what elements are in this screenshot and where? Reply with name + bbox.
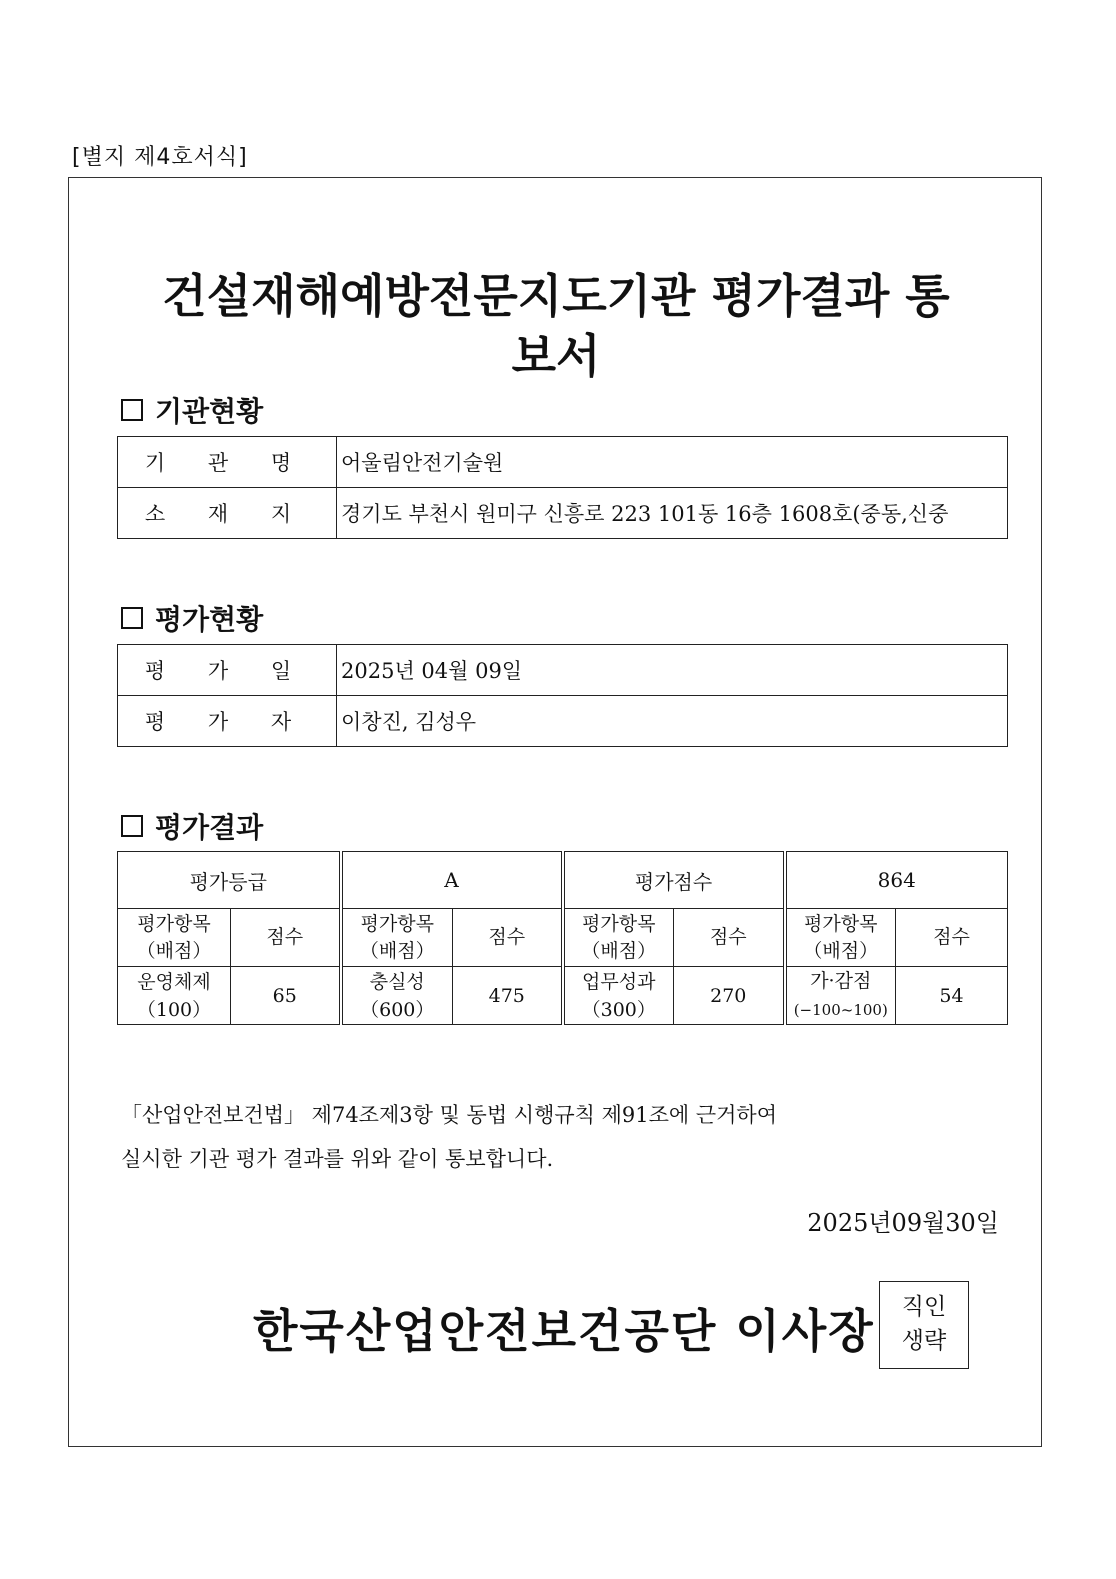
item-name: 운영체제 — [137, 970, 211, 993]
item-name: 충실성 — [369, 970, 425, 993]
item-max: (−100~100) — [793, 1001, 888, 1019]
score-value: 864 — [785, 852, 1008, 909]
score-header-cell: 점수 — [231, 909, 341, 967]
document-title — [69, 266, 1043, 386]
item-max: （600） — [360, 998, 435, 1021]
issue-date: 2025년09월30일 — [807, 1209, 999, 1237]
section-institution-heading — [121, 390, 263, 430]
score-label: 평가점수 — [563, 852, 785, 909]
item-name: 업무성과 — [582, 970, 656, 993]
evaluation-date-label: 평 가 일 — [118, 645, 337, 696]
grade-value: A — [341, 852, 563, 909]
evaluation-date-value: 2025년 04월 09일 — [337, 645, 1008, 696]
institution-table — [117, 436, 1008, 539]
title-line-1: 건설재해예방전문지도기관 평가결과 통 — [162, 269, 950, 323]
section-title: 평가결과 — [155, 811, 264, 844]
table-row — [118, 437, 1008, 488]
table-row — [118, 696, 1008, 747]
document-frame — [68, 177, 1042, 1447]
notice-line-2: 실시한 기관 평가 결과를 위와 같이 통보합니다. — [121, 1147, 554, 1171]
notice-line-1: 「산업안전보건법」 제74조제3항 및 동법 시행규칙 제91조에 근거하여 — [121, 1103, 778, 1127]
form-number-label: [별지 제4호서식] — [72, 145, 248, 170]
item-score-operation: 65 — [231, 967, 341, 1025]
item-name: 가·감점 — [810, 970, 872, 992]
evaluator-value: 이창진, 김성우 — [337, 696, 1008, 747]
item-header-cell — [785, 909, 896, 967]
item-header-sub: （배점） — [359, 939, 435, 962]
item-score-performance: 270 — [674, 967, 785, 1025]
item-header-text: 평가항목 — [582, 912, 656, 935]
institution-name-value: 어울림안전기술원 — [337, 437, 1008, 488]
score-header-cell: 점수 — [896, 909, 1008, 967]
item-header-sub: （배점） — [581, 939, 657, 962]
item-header-text: 평가항목 — [137, 912, 211, 935]
table-row — [118, 967, 1008, 1025]
checkbox-square-icon — [121, 607, 143, 629]
evaluator-label: 평 가 자 — [118, 696, 337, 747]
institution-name-label: 기 관 명 — [118, 437, 337, 488]
section-result-heading — [121, 806, 263, 846]
item-header-sub: （배점） — [136, 939, 212, 962]
item-header-text: 평가항목 — [804, 912, 878, 935]
section-title: 평가현황 — [155, 603, 264, 636]
item-header-cell — [118, 909, 231, 967]
item-header-cell — [563, 909, 674, 967]
address-label: 소 재 지 — [118, 488, 337, 539]
checkbox-square-icon — [121, 399, 143, 421]
title-line-2: 보서 — [511, 329, 601, 383]
seal-line-2: 생략 — [901, 1328, 947, 1354]
table-row — [118, 909, 1008, 967]
section-title: 기관현황 — [155, 395, 264, 428]
table-row — [118, 488, 1008, 539]
issuer-name: 한국산업안전보건공단 이사장 — [253, 1304, 875, 1358]
table-row — [118, 645, 1008, 696]
score-header-cell: 점수 — [453, 909, 563, 967]
item-max: （100） — [136, 998, 212, 1021]
item-score-adjustment: 54 — [896, 967, 1008, 1025]
item-header-sub: （배점） — [803, 939, 879, 962]
result-table — [117, 851, 1008, 1025]
seal-box — [879, 1281, 969, 1369]
table-row — [118, 852, 1008, 909]
section-evaluation-heading — [121, 598, 263, 638]
address-value: 경기도 부천시 원미구 신흥로 223 101동 16층 1608호(중동,신중 — [337, 488, 1008, 539]
score-header-cell: 점수 — [674, 909, 785, 967]
evaluation-table — [117, 644, 1008, 747]
grade-label: 평가등급 — [118, 852, 341, 909]
checkbox-square-icon — [121, 815, 143, 837]
item-cell-operation — [118, 967, 231, 1025]
item-cell-adjustment — [785, 967, 896, 1025]
notice-text — [121, 1093, 777, 1181]
item-max: （300） — [581, 998, 656, 1021]
item-cell-fidelity — [341, 967, 453, 1025]
item-cell-performance — [563, 967, 674, 1025]
item-score-fidelity: 475 — [453, 967, 563, 1025]
item-header-cell — [341, 909, 453, 967]
item-header-text: 평가항목 — [360, 912, 434, 935]
seal-line-1: 직인 — [901, 1294, 947, 1320]
signature-block — [69, 1281, 1043, 1373]
